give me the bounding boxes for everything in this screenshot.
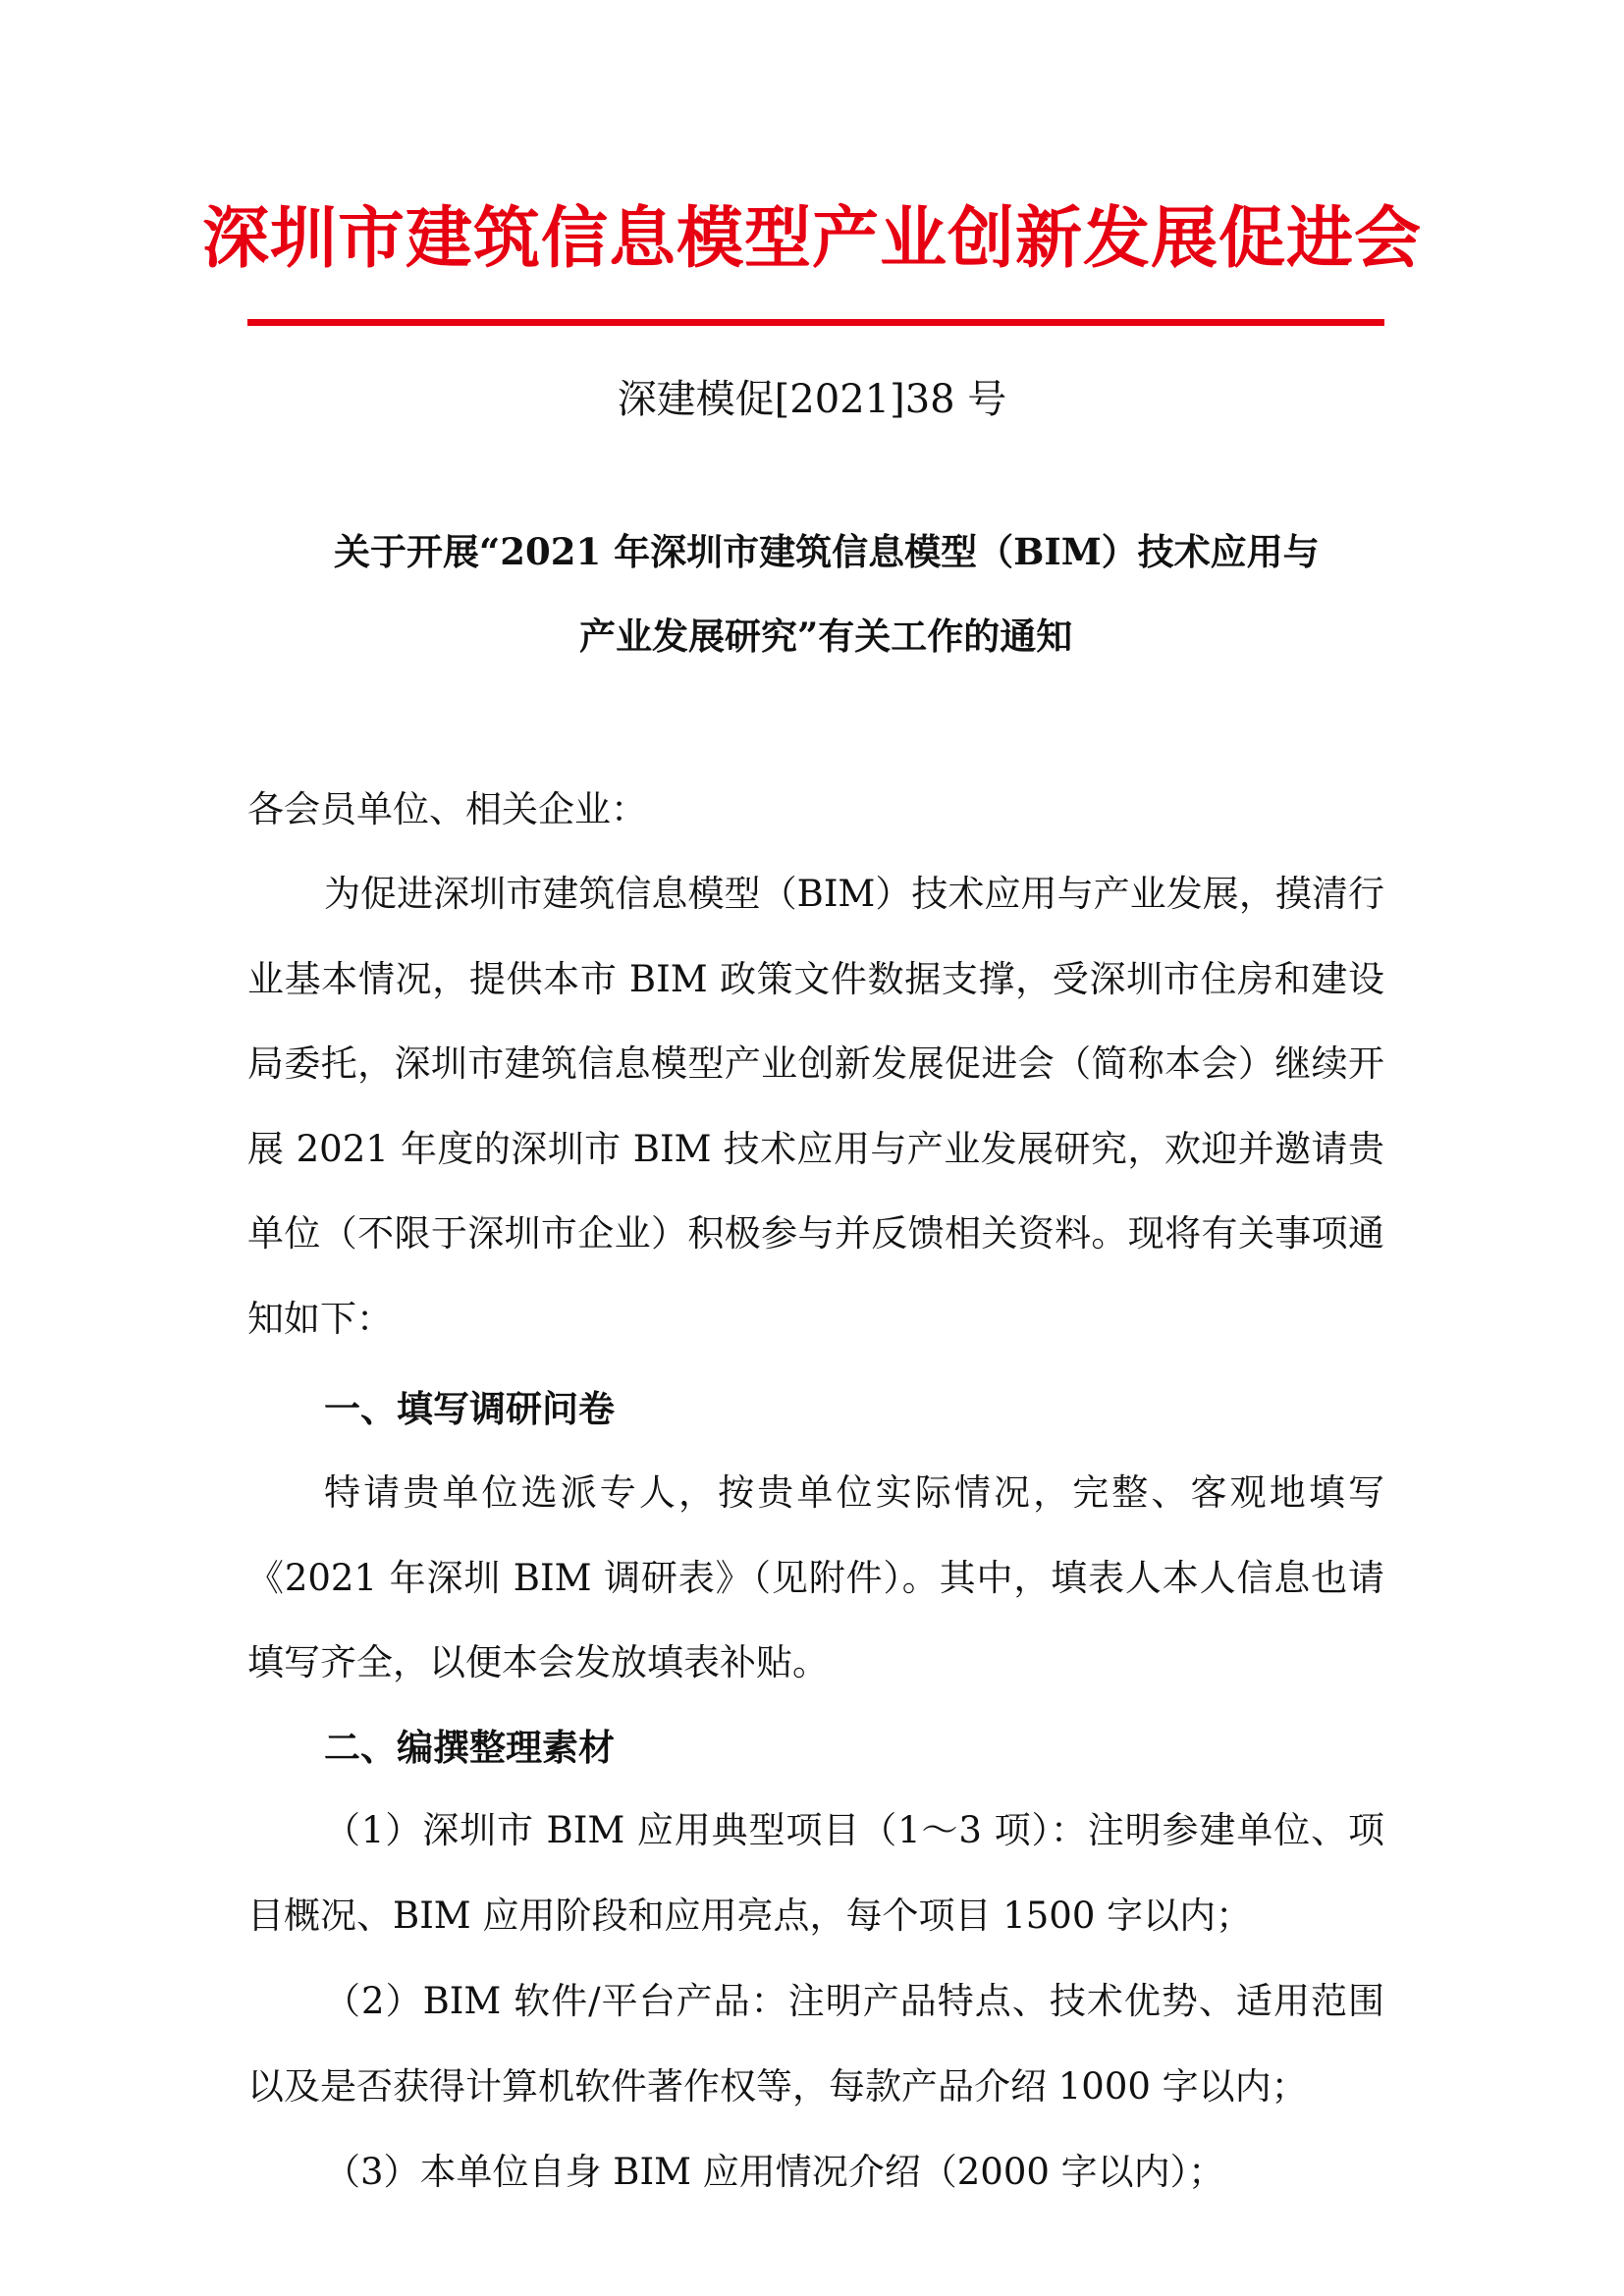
document-number: 深建模促[2021]38 号 — [617, 377, 1007, 422]
salutation: 各会员单位、相关企业： — [247, 788, 647, 830]
section-2-item-3: （3）本单位自身 BIM 应用情况介绍（2000 字以内）； — [324, 2151, 1225, 2193]
section-2-item-1: （1）深圳市 BIM 应用典型项目（1～3 项）：注明参建单位、项目概况、BIM 应用阶段和应用亮点，每个项目 1500 字以内； — [247, 1809, 1384, 1937]
red-divider-line — [247, 319, 1384, 326]
notice-title-line-1: 关于开展“2021 年深圳市建筑信息模型（BIM）技术应用与 — [334, 530, 1320, 573]
section-1-paragraph: 特请贵单位选派专人，按贵单位实际情况，完整、客观地填写《2021 年深圳 BIM 调研表》（见附件）。其中，填表人本人信息也请填写齐全，以便本会发放填表补贴。 — [247, 1471, 1384, 1683]
notice-title-line-2: 产业发展研究”有关工作的通知 — [579, 614, 1073, 658]
organization-title: 深圳市建筑信息模型产业创新发展促进会 — [201, 199, 1422, 278]
section-2-heading: 二、编撰整理素材 — [324, 1726, 615, 1769]
section-2-item-2: （2）BIM 软件/平台产品：注明产品特点、技术优势、适用范围以及是否获得计算机软件著作权等，每款产品介绍 1000 字以内； — [247, 1980, 1384, 2108]
section-1-heading: 一、填写调研问卷 — [324, 1387, 615, 1430]
intro-paragraph: 为促进深圳市建筑信息模型（BIM）技术应用与产业发展，摸清行业基本情况，提供本市 BIM 政策文件数据支撑，受深圳市住房和建设局委托，深圳市建筑信息模型产业创新发展促进会（简称本会）继续开展 2021 年度的深圳市 BIM 技术应用与产业发展研究，欢迎并邀请贵单位（不限于深圳市企业）积极参与并反馈相关资料。现将有关事项通知如下： — [247, 873, 1384, 1340]
